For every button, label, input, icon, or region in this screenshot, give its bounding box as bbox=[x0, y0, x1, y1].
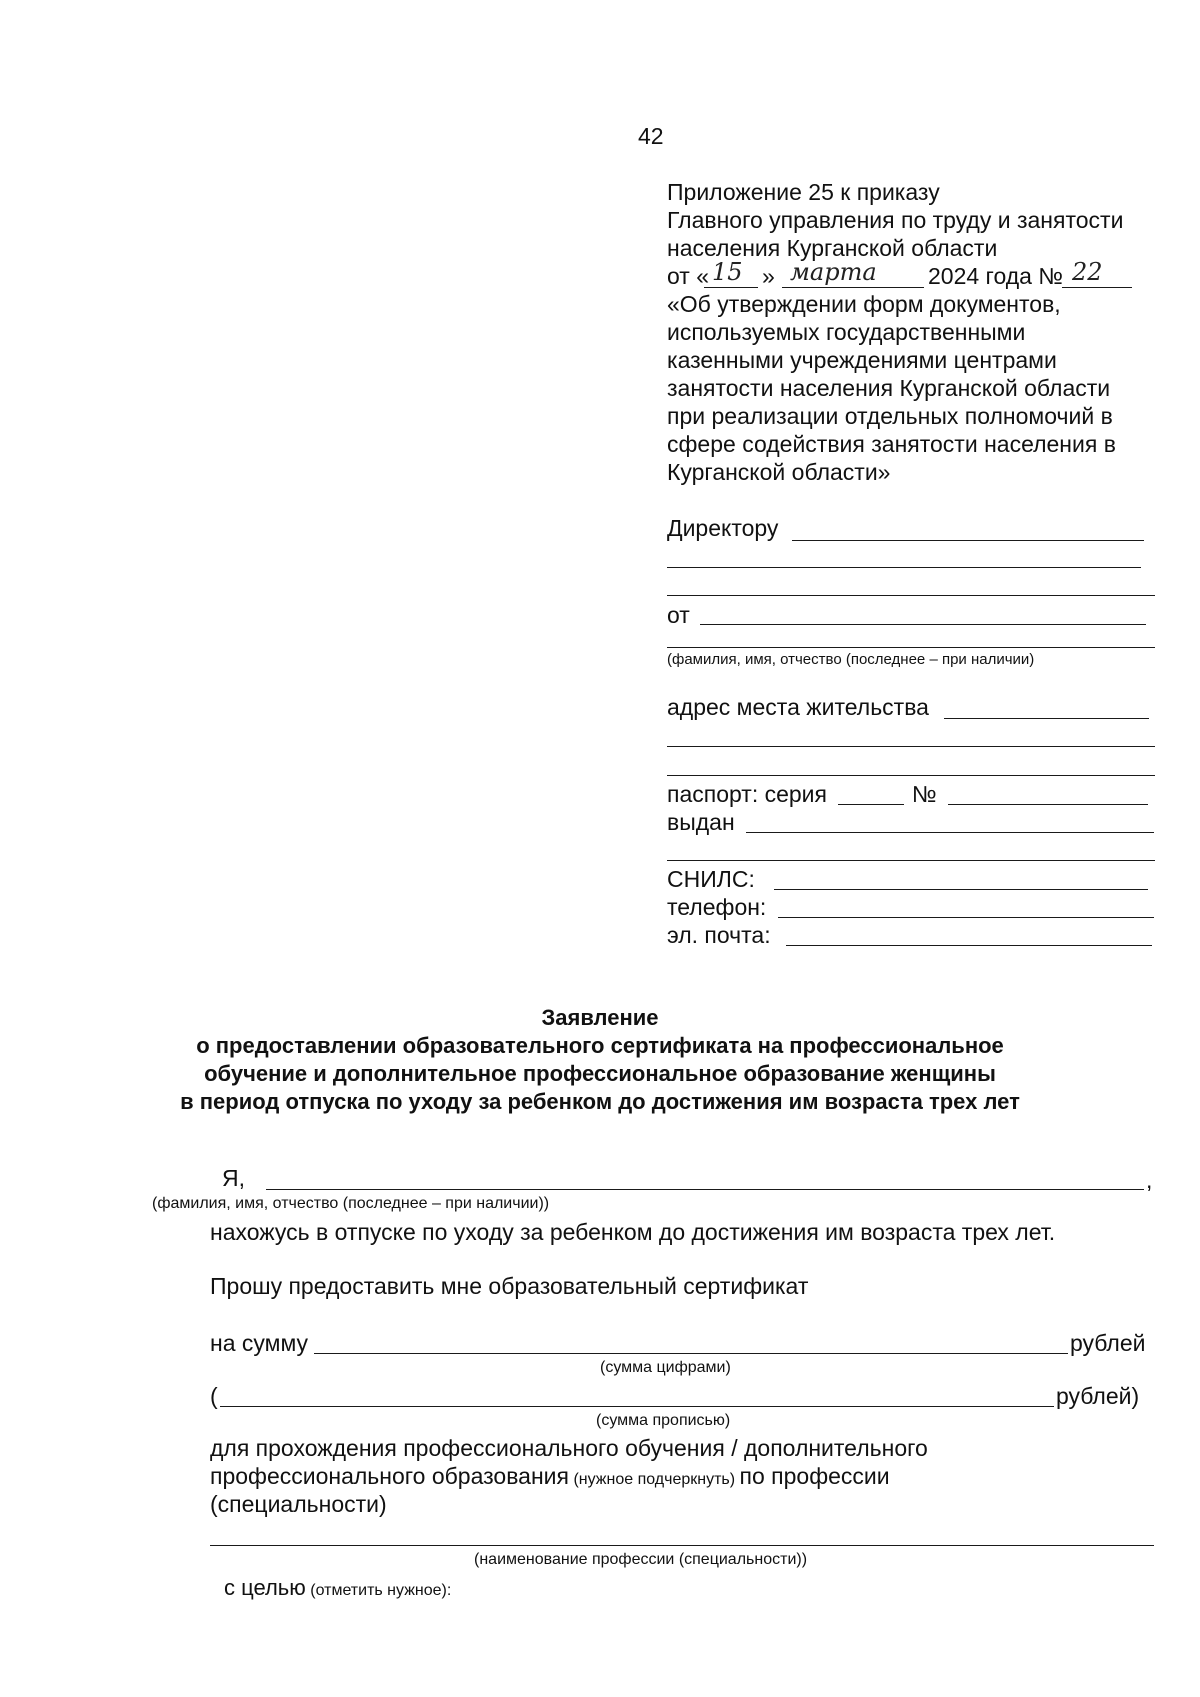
from-label: от bbox=[667, 602, 690, 628]
director-field-line-2 bbox=[667, 567, 1141, 568]
day-underline bbox=[704, 287, 758, 288]
appendix-line-3: населения Курганской области bbox=[667, 235, 998, 261]
sum-words-hint: (сумма прописью) bbox=[596, 1412, 731, 1429]
title-line-4: в период отпуска по уходу за ребенком до достижения им возраста трех лет bbox=[180, 1089, 1020, 1114]
fio-field-line bbox=[266, 1189, 1144, 1190]
goal-hint: (отметить нужное): bbox=[310, 1582, 452, 1599]
passport-series-label: паспорт: серия bbox=[667, 781, 827, 807]
email-field-line bbox=[786, 945, 1152, 946]
handwritten-order-number: 22 bbox=[1072, 258, 1103, 286]
director-label: Директору bbox=[667, 515, 779, 541]
open-paren: ( bbox=[210, 1383, 218, 1409]
from-field-line bbox=[700, 624, 1146, 625]
handwritten-day: 15 bbox=[712, 258, 743, 286]
snils-label: СНИЛС: bbox=[667, 866, 755, 892]
issued-field-line-2 bbox=[667, 860, 1155, 861]
appendix-line-2: Главного управления по труду и занятости bbox=[667, 207, 1124, 233]
appendix-subject-4: занятости населения Курганской области bbox=[667, 375, 1111, 401]
profession-hint: (наименование профессии (специальности)) bbox=[474, 1551, 808, 1568]
purpose-line-3: (специальности) bbox=[210, 1491, 387, 1517]
appendix-subject-5: при реализации отдельных полномочий в bbox=[667, 403, 1113, 429]
title-line-2: о предоставлении образовательного сертификата на профессиональное bbox=[196, 1033, 1004, 1058]
sum-label: на сумму bbox=[210, 1330, 309, 1356]
sum-digits-line bbox=[314, 1353, 1068, 1354]
purpose-line-2-part-c: по профессии bbox=[739, 1463, 890, 1489]
purpose-line-2-hint: (нужное подчеркнуть) bbox=[573, 1471, 736, 1488]
rub-label: рублей bbox=[1070, 1330, 1146, 1356]
handwritten-month: марта bbox=[790, 258, 877, 286]
issued-field-line bbox=[746, 832, 1154, 833]
goal-label: с целью bbox=[224, 1575, 306, 1600]
appendix-subject-7: Курганской области» bbox=[667, 459, 891, 485]
fio-hint-header: (фамилия, имя, отчество (последнее – при наличии) bbox=[667, 651, 1035, 668]
issued-label: выдан bbox=[667, 809, 735, 835]
sum-digits-hint: (сумма цифрами) bbox=[600, 1359, 731, 1376]
email-label: эл. почта: bbox=[667, 922, 771, 948]
goal-line bbox=[224, 1574, 451, 1601]
fio-hint-body: (фамилия, имя, отчество (последнее – при наличии)) bbox=[152, 1195, 550, 1212]
month-underline bbox=[782, 287, 924, 288]
page-number: 42 bbox=[638, 123, 664, 149]
purpose-line-1: для прохождения профессионального обучения / дополнительного bbox=[210, 1435, 928, 1461]
profession-field-line bbox=[210, 1545, 1154, 1546]
appendix-subject-1: «Об утверждении форм документов, bbox=[667, 291, 1061, 317]
appendix-date-prefix: от « bbox=[667, 263, 710, 289]
leave-statement: нахожусь в отпуске по уходу за ребенком до достижения им возраста трех лет. bbox=[210, 1219, 1056, 1245]
purpose-line-2-part-a: профессионального образования bbox=[210, 1463, 569, 1489]
request-statement: Прошу предоставить мне образовательный сертификат bbox=[210, 1273, 809, 1299]
address-label: адрес места жительства bbox=[667, 694, 929, 720]
address-field-line bbox=[944, 718, 1149, 719]
phone-field-line bbox=[778, 917, 1154, 918]
i-label: Я, bbox=[222, 1165, 245, 1191]
appendix-date-year: 2024 года № bbox=[928, 263, 1064, 289]
director-field-line-3 bbox=[667, 595, 1155, 596]
passport-series-line bbox=[838, 804, 904, 805]
phone-label: телефон: bbox=[667, 894, 767, 920]
passport-number-label: № bbox=[912, 781, 937, 807]
snils-field-line bbox=[774, 889, 1148, 890]
purpose-line-2 bbox=[210, 1462, 890, 1490]
fio-comma: , bbox=[1146, 1167, 1153, 1193]
passport-number-line bbox=[948, 804, 1148, 805]
from-field-line-2 bbox=[667, 647, 1155, 648]
order-number-underline bbox=[1062, 287, 1132, 288]
address-field-line-3 bbox=[667, 775, 1155, 776]
document-title: Заявление bbox=[541, 1005, 659, 1030]
appendix-date-mid: » bbox=[762, 263, 775, 289]
address-field-line-2 bbox=[667, 746, 1155, 747]
appendix-subject-2: используемых государственными bbox=[667, 319, 1026, 345]
sum-words-line bbox=[220, 1406, 1054, 1407]
director-field-line bbox=[792, 540, 1144, 541]
title-line-3: обучение и дополнительное профессиональное образование женщины bbox=[204, 1061, 996, 1086]
appendix-line-1: Приложение 25 к приказу bbox=[667, 179, 940, 205]
rub-close-label: рублей) bbox=[1056, 1383, 1140, 1409]
appendix-subject-6: сфере содействия занятости населения в bbox=[667, 431, 1116, 457]
appendix-subject-3: казенными учреждениями центрами bbox=[667, 347, 1057, 373]
